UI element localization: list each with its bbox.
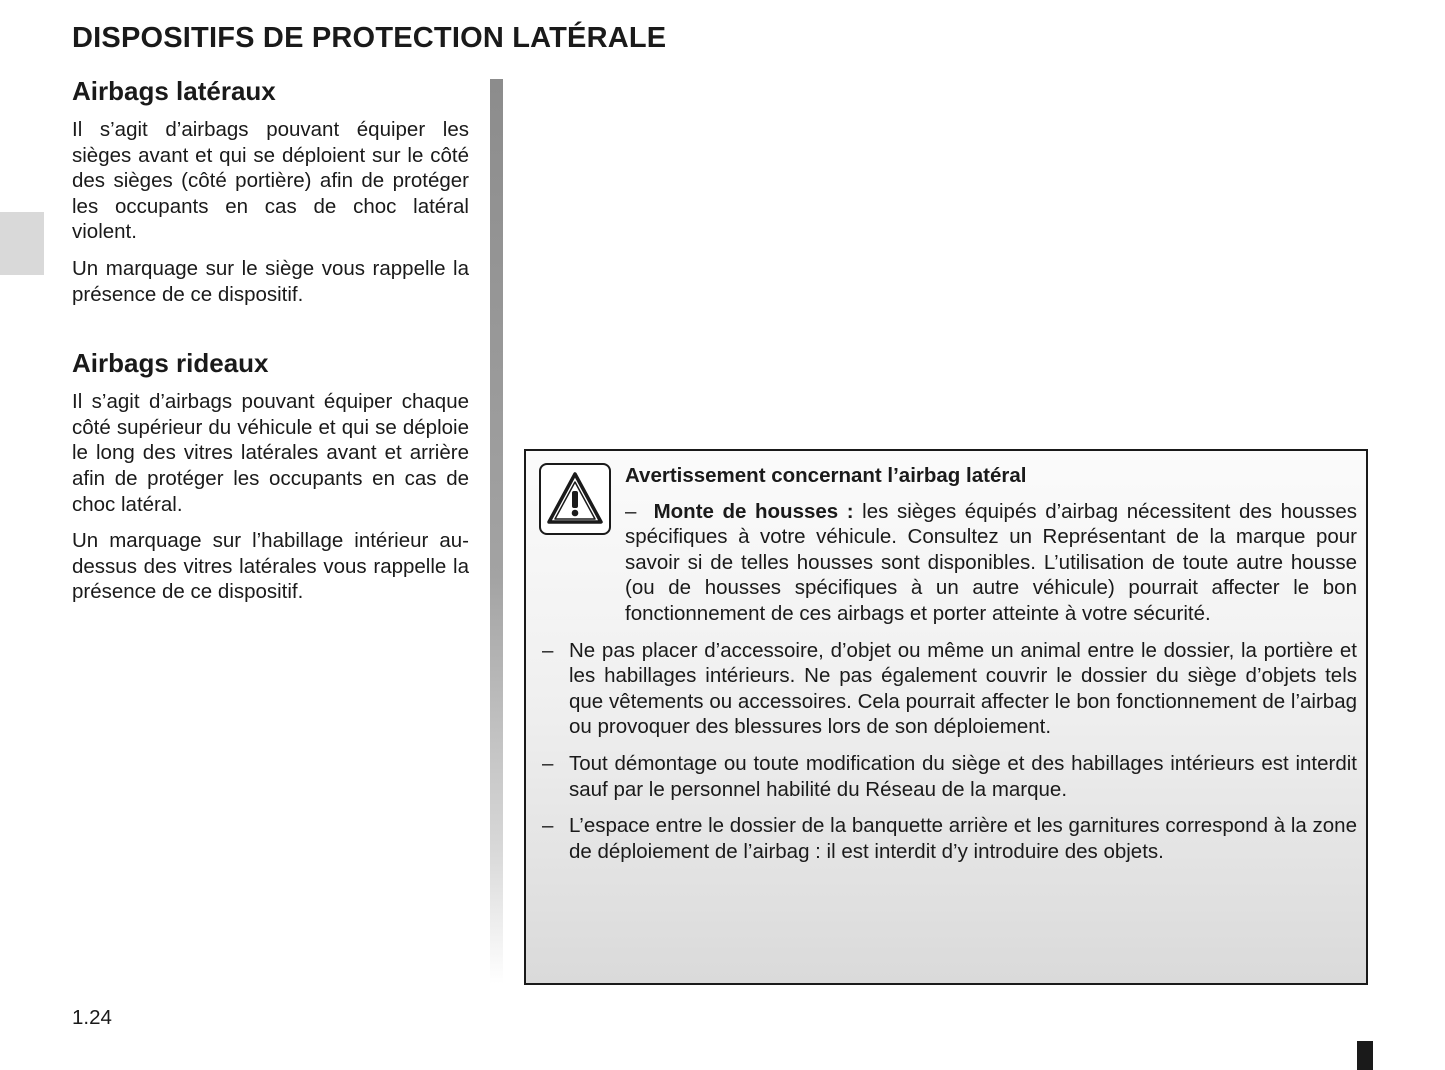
column-divider — [490, 79, 503, 984]
warning-item-dash: – — [542, 814, 554, 838]
page-number: 1.24 — [72, 1006, 112, 1029]
warning-item-text: Ne pas placer d’accessoire, d’objet ou même un animal entre le dossier, la portière et les habillages intérieurs. Ne pas également couvrir le dossier du siège d’objets tels que vêtements ou accessoires. Cela pourrait affecter le bon fonctionnement de l’airbag ou provoquer des blessures lors de son déploiement. — [569, 638, 1357, 739]
warning-content — [542, 463, 1357, 875]
seat-covers-label: Monte de housses : — [653, 499, 854, 523]
warning-title: Avertissement concernant l’airbag latéral — [625, 464, 1027, 487]
side-airbag-warning-box — [524, 449, 1368, 985]
warning-item-dismantling — [542, 751, 1357, 802]
warning-item-accessories — [542, 638, 1357, 740]
seat-covers-text: les sièges équipés d’airbag nécessitent des housses spécifiques à votre véhicule. Consultez un Représentant de la marque pour savoir si de telles housses sont disponibles. L’utilisation de toute autre housse (ou de housses spécifiques à un autre véhicule) pourrait affecter le bon fonctionnement de ces airbags et porter atteinte à votre sécurité. — [625, 499, 1357, 625]
warning-item-dash: – — [625, 499, 637, 523]
page-corner-mark — [1357, 1041, 1373, 1070]
left-column — [72, 75, 469, 616]
chapter-tab — [0, 212, 44, 275]
lateral-airbags-paragraph-2: Un marquage sur le siège vous rappelle la présence de ce dispositif. — [72, 256, 469, 306]
warning-item-dash: – — [542, 751, 554, 775]
curtain-airbags-paragraph-2: Un marquage sur l’habillage intérieur au-dessus des vitres latérales vous rappelle la présence de ce dispositif. — [72, 529, 469, 604]
curtain-airbags-heading: Airbags rideaux — [72, 348, 269, 379]
warning-item-seat-covers — [569, 499, 1357, 627]
warning-item-dash: – — [542, 638, 554, 662]
lateral-airbags-heading: Airbags latéraux — [72, 76, 276, 106]
warning-item-text: L’espace entre le dossier de la banquette arrière et les garnitures correspond à la zone de déploiement de l’airbag : il est interdit d’y introduire des objets. — [569, 814, 1357, 863]
page-title: DISPOSITIFS DE PROTECTION LATÉRALE — [72, 22, 667, 54]
warning-item-rear-space — [542, 813, 1357, 864]
warning-item-text: Tout démontage ou toute modification du siège et des habillages intérieurs est interdit sauf par le personnel habilité du Réseau de la marque. — [569, 751, 1357, 801]
curtain-airbags-paragraph-1: Il s’agit d’airbags pouvant équiper chaque côté supérieur du véhicule et qui se déploie le long des vitres latérales avant et arrière afin de protéger les occupants en cas de choc latéral. — [72, 390, 469, 516]
lateral-airbags-paragraph-1: Il s’agit d’airbags pouvant équiper les sièges avant et qui se déploient sur le côté des sièges (côté portière) afin de protéger les occupants en cas de choc latéral violent. — [72, 118, 469, 244]
